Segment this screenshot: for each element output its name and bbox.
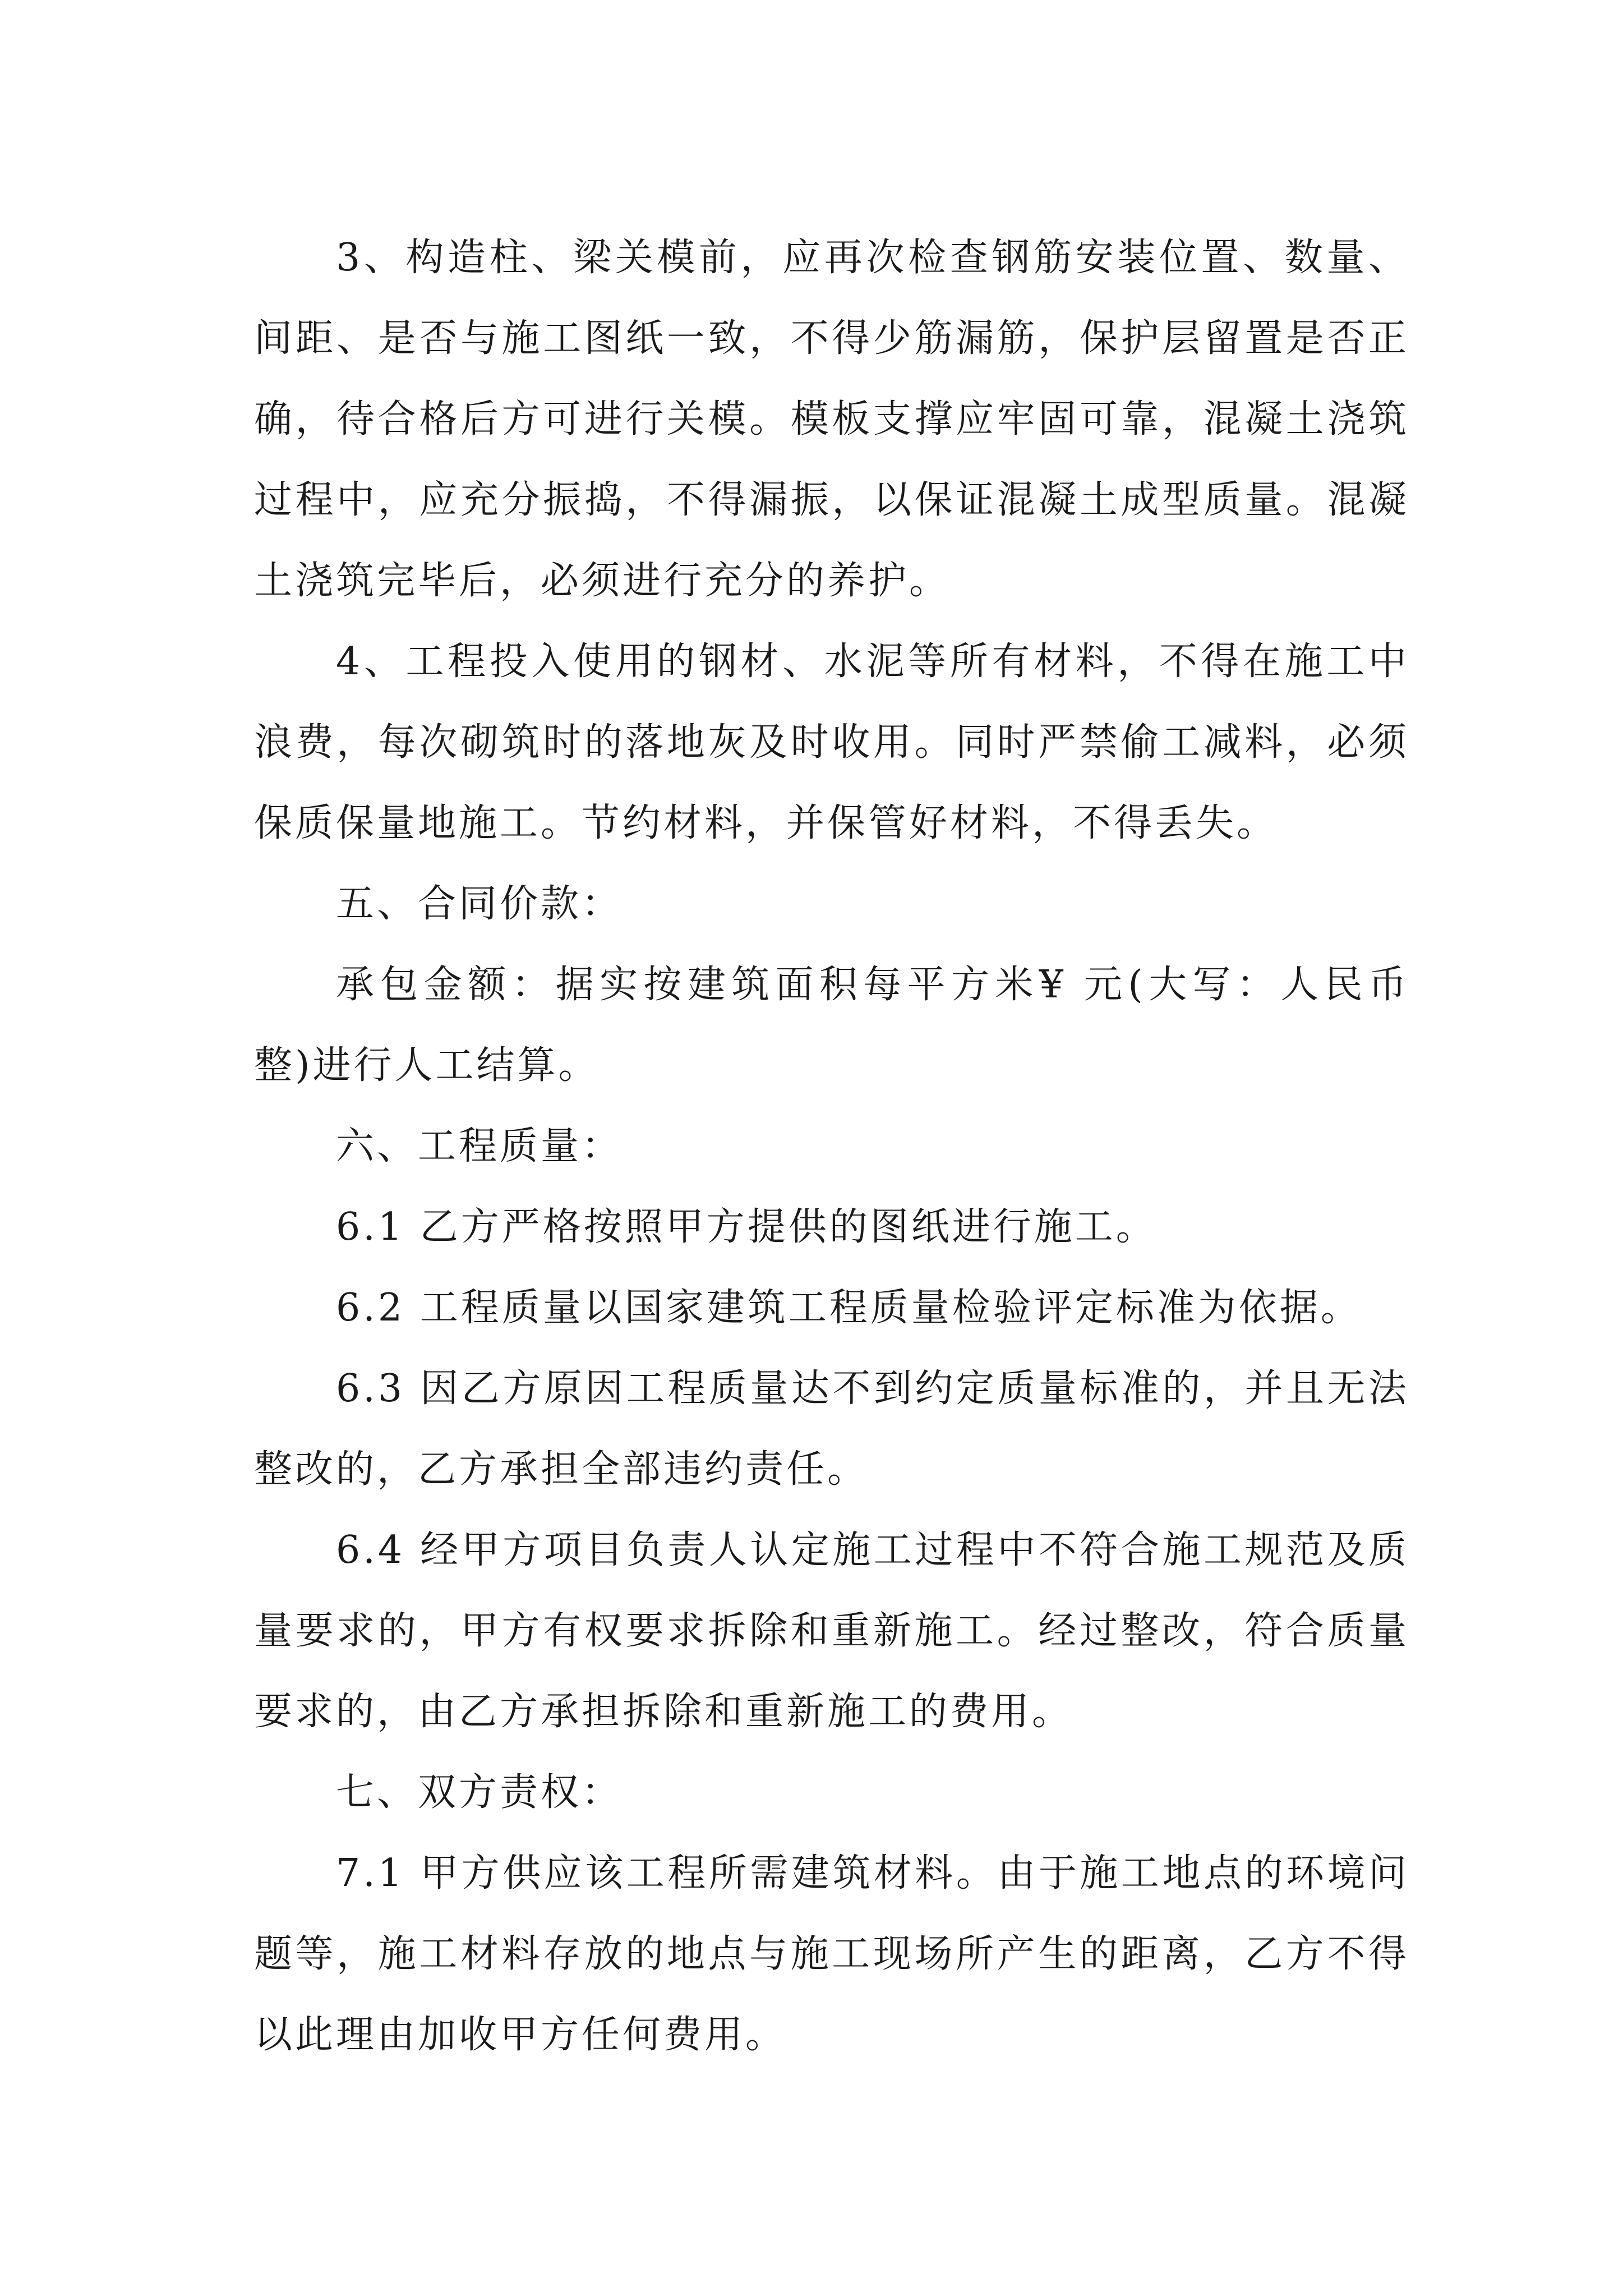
document-body	[254, 218, 1409, 2076]
clause-6-4-paragraph: 6.4 经甲方项目负责人认定施工过程中不符合施工规范及质量要求的，甲方有权要求拆除和重新施工。经过整改，符合质量要求的，由乙方承担拆除和重新施工的费用。	[254, 1528, 1409, 1734]
clause-7-1-paragraph: 7.1 甲方供应该工程所需建筑材料。由于施工地点的环境问题等，施工材料存放的地点与施工现场所产生的距离，乙方不得以此理由加收甲方任何费用。	[254, 1851, 1409, 2057]
contract-amount-paragraph: 承包金额：据实按建筑面积每平方米¥ 元(大写：人民币 整)进行人工结算。	[254, 963, 1409, 1088]
clause-4-paragraph: 4、工程投入使用的钢材、水泥等所有材料，不得在施工中浪费，每次砌筑时的落地灰及时收用。同时严禁偷工减料，必须保质保量地施工。节约材料，并保管好材料，不得丢失。	[254, 639, 1409, 845]
section-6-heading: 六、工程质量：	[336, 1124, 623, 1168]
clause-6-2-paragraph: 6.2 工程质量以国家建筑工程质量检验评定标准为依据。	[336, 1286, 1362, 1330]
clause-6-3-paragraph: 6.3 因乙方原因工程质量达不到约定质量标准的，并且无法整改的，乙方承担全部违约责任。	[254, 1366, 1409, 1492]
section-5-heading: 五、合同价款：	[336, 882, 623, 926]
clause-6-1-paragraph: 6.1 乙方严格按照甲方提供的图纸进行施工。	[336, 1205, 1157, 1249]
clause-3-paragraph: 3、构造柱、梁关模前，应再次检查钢筋安装位置、数量、间距、是否与施工图纸一致，不得少筋漏筋，保护层留置是否正确，待合格后方可进行关模。模板支撑应牢固可靠，混凝土浇筑过程中，应充分振捣，不得漏振，以保证混凝土成型质量。混凝土浇筑完毕后，必须进行充分的养护。	[254, 236, 1409, 603]
section-7-heading: 七、双方责权：	[336, 1770, 623, 1815]
